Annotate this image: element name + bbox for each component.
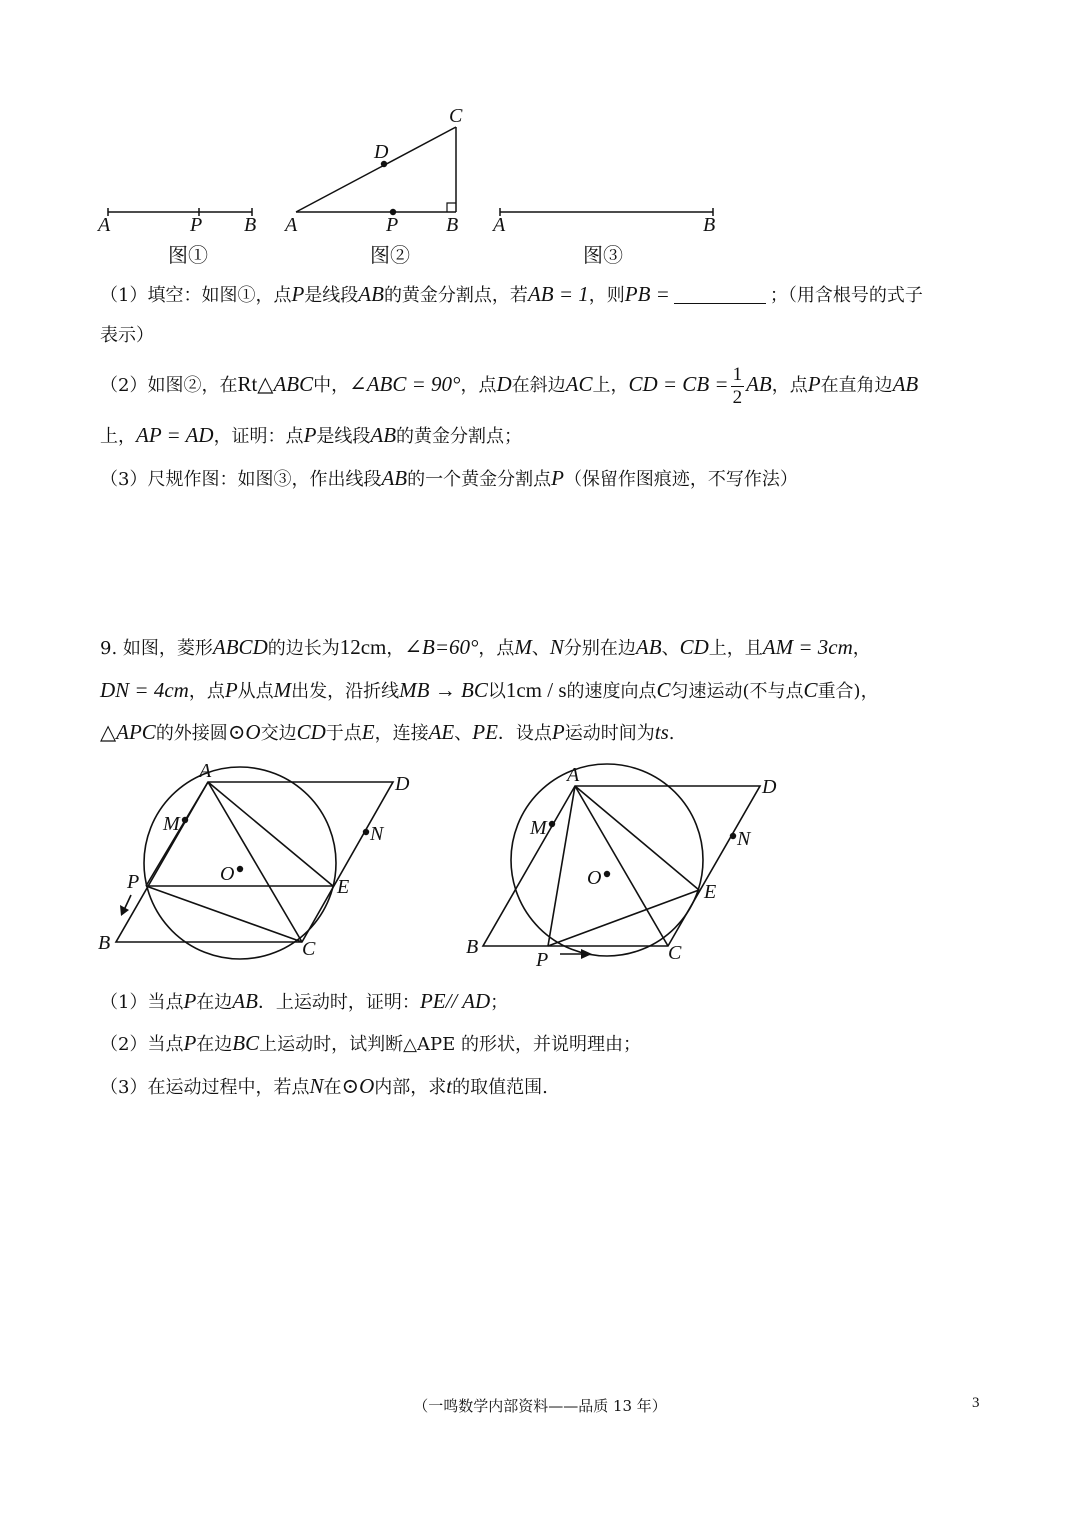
left-label-n: N <box>370 823 384 845</box>
answer-blank[interactable] <box>674 285 766 304</box>
left-label-p: P <box>127 871 140 893</box>
fig2-label-p: P <box>386 214 399 236</box>
right-label-n: N <box>737 828 751 850</box>
figure-1 <box>96 208 256 267</box>
fig2-label-c: C <box>449 105 463 127</box>
q8-part3: （3）尺规作图：如图③，作出线段AB的一个黄金分割点P（保留作图痕迹，不写作法） <box>100 466 798 490</box>
fig2-caption: 图② <box>370 245 410 267</box>
right-label-d: D <box>762 776 777 798</box>
q8-part2-line1: （2）如图②，在Rt△ABC中，∠ABC = 90°，点D在斜边AC上，CD = CB = $\frac{1}{2}$ AB，点P在直角边AB <box>100 363 919 408</box>
right-label-p: P <box>536 949 549 971</box>
fig3-label-a: A <box>493 214 506 236</box>
left-label-c: C <box>302 938 316 960</box>
left-label-m: M <box>163 813 180 835</box>
fig3-caption: 图③ <box>583 245 623 267</box>
fig1-label-b: B <box>244 214 257 236</box>
page-footer: （一鸣数学内部资料——品质 13 年） <box>413 1397 667 1415</box>
left-label-e: E <box>337 876 350 898</box>
bottom-figures <box>0 750 1080 980</box>
top-figures <box>0 0 1080 280</box>
fig1-label-a: A <box>98 214 111 236</box>
fig2-label-d: D <box>374 141 389 163</box>
left-label-o: O <box>220 863 235 885</box>
right-label-o: O <box>587 867 602 889</box>
page-number: 3 <box>972 1395 980 1411</box>
figure-right <box>483 764 760 959</box>
q9-line2: DN = 4cm，点P从点M出发，沿折线MB → BC以1cm / s的速度向点C匀速运动(不与点C重合)， <box>100 678 879 702</box>
left-label-b: B <box>98 932 111 954</box>
figure-left <box>116 767 393 959</box>
q9-sub1: （1）当点P在边AB．上运动时，证明：PE// AD； <box>100 989 509 1013</box>
right-label-c: C <box>668 942 682 964</box>
fig2-label-a: A <box>285 214 298 236</box>
right-label-b: B <box>466 936 479 958</box>
right-label-a: A <box>567 764 580 786</box>
fig1-label-p: P <box>190 214 203 236</box>
q9-sub2: （2）当点P在边BC上运动时，试判断△APE 的形状，并说明理由； <box>100 1031 641 1055</box>
left-label-a: A <box>199 760 212 782</box>
q8-part1-line2: 表示） <box>100 325 154 346</box>
q9-line1: 9. 如图，菱形ABCD的边长为12cm，∠B=60°，点M、N分别在边AB、CD上，且AM = 3cm， <box>100 635 871 659</box>
fig3-label-b: B <box>703 214 716 236</box>
right-label-e: E <box>704 881 717 903</box>
figure-3 <box>491 208 715 267</box>
q9-line3: △APC的外接圆⊙O交边CD于点E，连接AE、PE．设点P运动时间为ts. <box>100 720 675 744</box>
figure-2 <box>283 105 463 267</box>
left-label-d: D <box>395 773 410 795</box>
q9-sub3: （3）在运动过程中，若点N在⊙O内部，求t的取值范围. <box>100 1074 548 1098</box>
fig2-label-b: B <box>446 214 459 236</box>
fig1-caption: 图① <box>168 245 208 267</box>
fraction-one-half: $\frac{1}{2}$ <box>732 363 743 408</box>
q8-part2-line2: 上，AP = AD，证明：点P是线段AB的黄金分割点； <box>100 423 523 447</box>
q8-part1-line1: （1）填空：如图①，点P是线段AB的黄金分割点，若AB = 1，则PB = ；（用含根号的式子 <box>100 282 923 306</box>
right-label-m: M <box>530 817 547 839</box>
